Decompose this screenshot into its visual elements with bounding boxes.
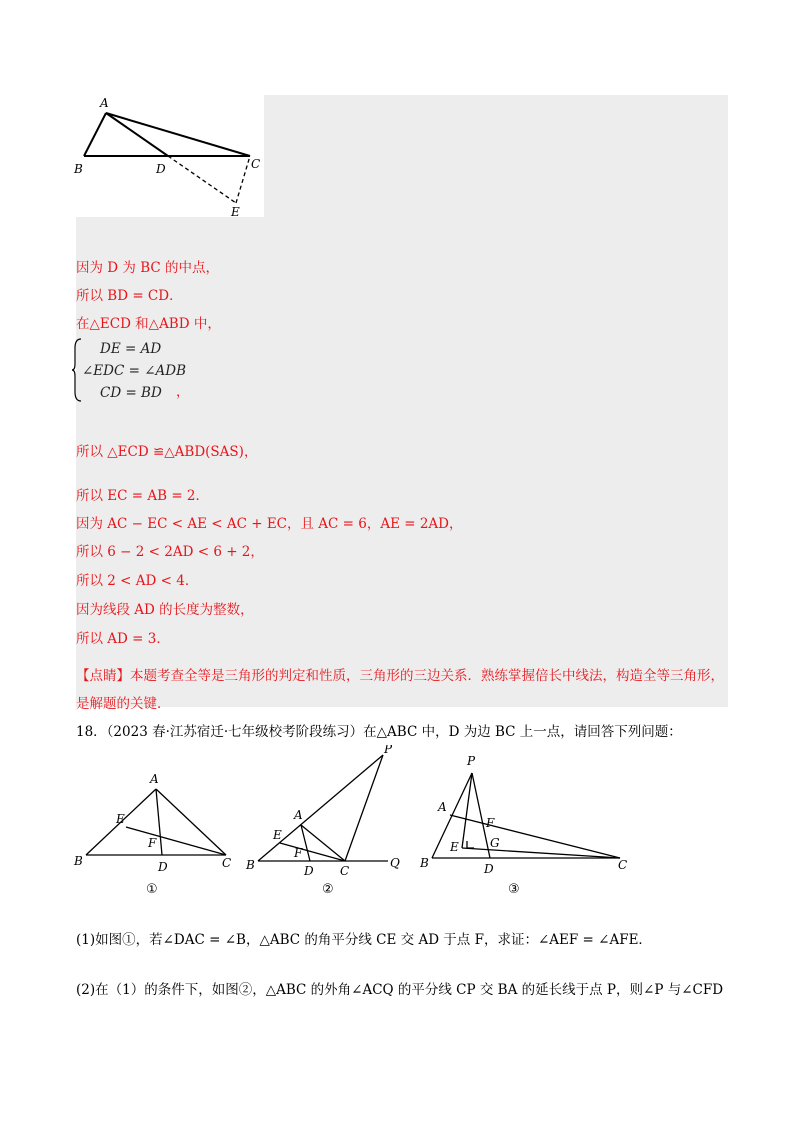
question-figures bbox=[70, 745, 650, 905]
fig3-label-C: C bbox=[618, 858, 628, 872]
system-tail: ， bbox=[176, 384, 190, 400]
fig3-label-E: E bbox=[450, 840, 459, 854]
solution-line-8: 所以 2 < AD < 4． bbox=[76, 573, 199, 589]
fig2-label-P: P bbox=[384, 745, 393, 756]
system-eq-3: CD = BD bbox=[100, 385, 162, 401]
label-D: D bbox=[156, 162, 166, 176]
system-eq-2: ∠EDC = ∠ADB bbox=[82, 363, 187, 379]
solution-line-6: 因为 AC − EC < AE < AC + EC，且 AC = 6，AE = 2AD， bbox=[76, 516, 463, 532]
fig1-label-E: E bbox=[116, 812, 125, 826]
figure-2 bbox=[258, 755, 388, 861]
solution-line-2: 所以 BD = CD． bbox=[76, 288, 183, 304]
solution-line-4: 所以 △ECD ≌△ABD(SAS)， bbox=[76, 444, 258, 460]
label-E: E bbox=[231, 205, 240, 217]
fig1-label-B: B bbox=[74, 854, 83, 868]
fig1-label-F: F bbox=[148, 836, 157, 850]
fig2-label-C: C bbox=[340, 864, 350, 878]
fig3-label-A: A bbox=[438, 800, 447, 814]
figure-3 bbox=[432, 773, 620, 858]
fig2-label-D: D bbox=[304, 864, 314, 878]
solution-line-10: 所以 AD = 3． bbox=[76, 631, 170, 647]
solution-line-9: 因为线段 AD 的长度为整数， bbox=[76, 602, 254, 618]
solution-line-1: 因为 D 为 BC 的中点， bbox=[76, 260, 219, 276]
fig1-caption: ① bbox=[146, 882, 158, 897]
solution-line-7: 所以 6 − 2 < 2AD < 6 + 2， bbox=[76, 544, 264, 560]
question-part-2: (2)在（1）的条件下，如图②，△ABC 的外角∠ACQ 的平分线 CP 交 BA 的延长线于点 P，则∠P 与∠CFD bbox=[76, 982, 724, 998]
label-B: B bbox=[74, 162, 83, 176]
fig2-label-B: B bbox=[246, 858, 255, 872]
fig1-label-C: C bbox=[222, 856, 232, 870]
figure-triangle-abc-extended bbox=[70, 93, 264, 217]
question-part-1: (1)如图①，若∠DAC = ∠B，△ABC 的角平分线 CE 交 AD 于点 F，求证：∠AEF = ∠AFE． bbox=[76, 932, 652, 948]
fig3-label-G: G bbox=[490, 836, 500, 850]
fig3-label-F: F bbox=[486, 816, 495, 830]
dianjing-comment: 【点睛】本题考查全等是三角形的判定和性质，三角形的三边关系．熟练掌握倍长中线法，构造全等三角形，是解题的关键． bbox=[76, 668, 724, 712]
label-C: C bbox=[251, 157, 261, 171]
fig2-label-F: F bbox=[294, 846, 303, 860]
fig2-caption: ② bbox=[322, 882, 334, 897]
solution-line-5: 所以 EC = AB = 2． bbox=[76, 488, 210, 504]
fig3-label-D: D bbox=[484, 862, 494, 876]
system-eq-1: DE = AD bbox=[100, 341, 162, 357]
fig3-label-B: B bbox=[420, 856, 429, 870]
question-18-header: 18．（2023 春·江苏宿迁·七年级校考阶段练习）在△ABC 中，D 为边 BC 上一点，请回答下列问题： bbox=[76, 724, 682, 740]
label-A: A bbox=[100, 96, 109, 110]
system-brace bbox=[72, 338, 82, 402]
fig1-label-A: A bbox=[150, 772, 159, 786]
fig3-label-P: P bbox=[467, 754, 476, 768]
solution-line-3: 在△ECD 和△ABD 中， bbox=[76, 316, 221, 332]
fig3-caption: ③ bbox=[508, 882, 520, 897]
fig2-label-Q: Q bbox=[390, 856, 400, 870]
fig2-label-E: E bbox=[273, 828, 282, 842]
fig2-label-A: A bbox=[294, 808, 303, 822]
fig1-label-D: D bbox=[158, 860, 168, 874]
